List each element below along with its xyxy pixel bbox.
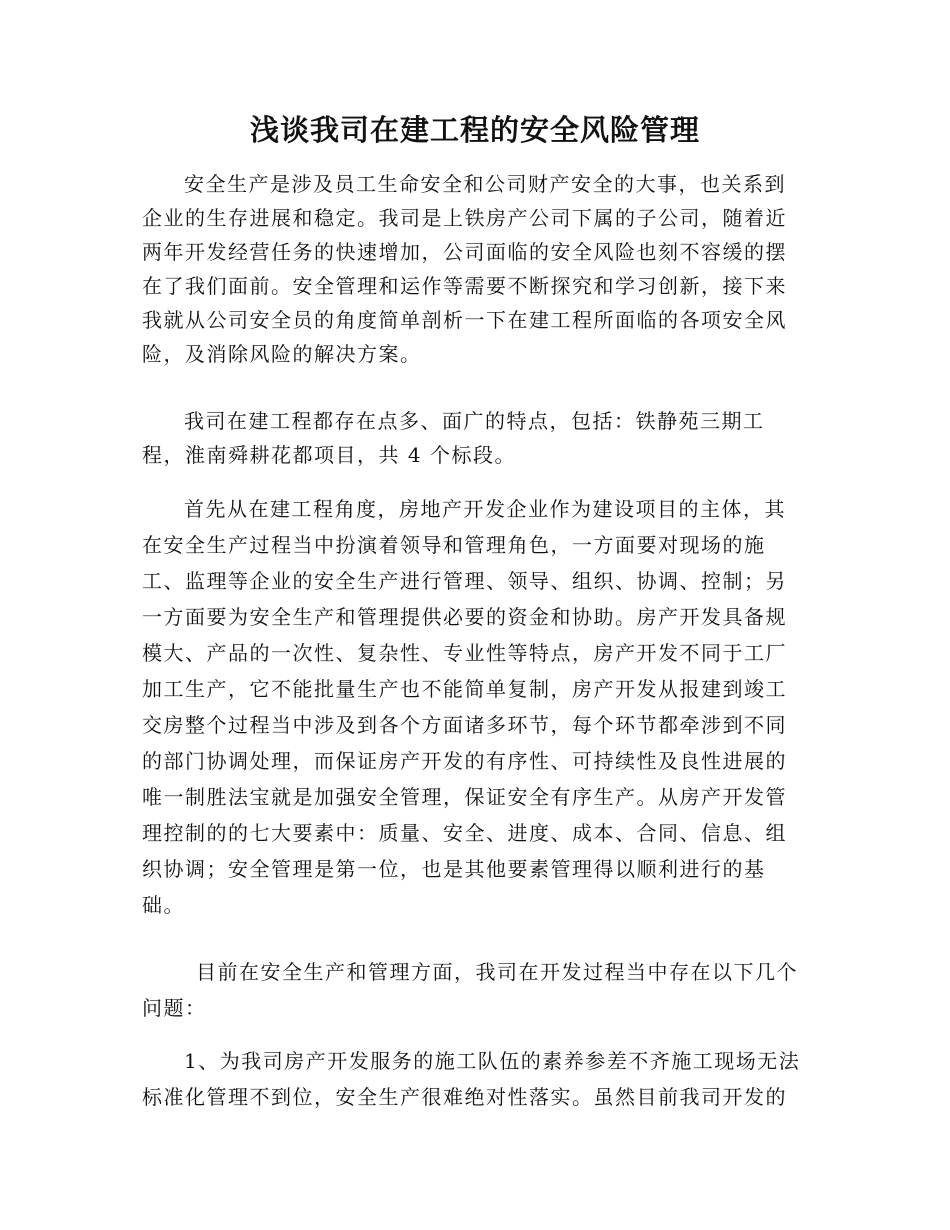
paragraph-3-line-3: 工、监理等企业的安全生产进行管理、领导、组织、协调、控制；另	[142, 569, 787, 593]
paragraph-1-line-5: 我就从公司安全员的角度简单剖析一下在建工程所面临的各项安全风	[142, 308, 787, 332]
paragraph-1-line-1: 安全生产是涉及员工生命安全和公司财产安全的大事，也关系到	[184, 172, 786, 196]
paragraph-2-line-2: 程，淮南舜耕花都项目，共 4 个标段。	[142, 443, 516, 467]
paragraph-1-line-2: 企业的生存进展和稳定。我司是上铁房产公司下属的子公司，随着近	[142, 206, 787, 230]
paragraph-3-line-2: 在安全生产过程当中扮演着领导和管理角色，一方面要对现场的施	[142, 533, 766, 557]
paragraph-3-line-7: 交房整个过程当中涉及到各个方面诸多环节，每个环节都牵涉到不同	[142, 713, 787, 737]
paragraph-3-line-5: 模大、产品的一次性、复杂性、专业性等特点，房产开发不同于工厂	[142, 641, 787, 665]
paragraph-3-line-9: 唯一制胜法宝就是加强安全管理，保证安全有序生产。从房产开发管	[142, 785, 787, 809]
paragraph-3-line-8: 的部门协调处理，而保证房产开发的有序性、可持续性及良性进展的	[142, 749, 787, 773]
document-title: 浅谈我司在建工程的安全风险管理	[249, 113, 700, 147]
paragraph-2-line-1: 我司在建工程都存在点多、面广的特点，包括：铁静苑三期工	[184, 409, 765, 433]
paragraph-3-line-4: 一方面要为安全生产和管理提供必要的资金和协助。房产开发具备规	[142, 605, 787, 629]
paragraph-5-line-1: 1、为我司房产开发服务的施工队伍的素养参差不齐施工现场无法	[184, 1049, 801, 1073]
paragraph-3-line-6: 加工生产，它不能批量生产也不能简单复制，房产开发从报建到竣工	[142, 677, 787, 701]
paragraph-5-line-2: 标准化管理不到位，安全生产很难绝对性落实。虽然目前我司开发的	[142, 1085, 787, 1109]
paragraph-1-line-6: 险，及消除风险的解决方案。	[142, 342, 422, 366]
paragraph-3-line-11: 织协调；安全管理是第一位，也是其他要素管理得以顺利进行的基	[142, 857, 766, 881]
paragraph-1-line-4: 在了我们面前。安全管理和运作等需要不断探究和学习创新，接下来	[142, 274, 787, 298]
paragraph-4-line-2: 问题：	[142, 996, 207, 1020]
paragraph-4-line-1: 目前在安全生产和管理方面，我司在开发过程当中存在以下几个	[196, 960, 798, 984]
paragraph-1-line-3: 两年开发经营任务的快速增加，公司面临的安全风险也刻不容缓的摆	[142, 240, 787, 264]
paragraph-3-line-1: 首先从在建工程角度，房地产开发企业作为建设项目的主体，其	[184, 497, 786, 521]
paragraph-3-line-12: 础。	[142, 893, 185, 917]
paragraph-3-line-10: 理控制的的七大要素中：质量、安全、进度、成本、合同、信息、组	[142, 821, 787, 845]
